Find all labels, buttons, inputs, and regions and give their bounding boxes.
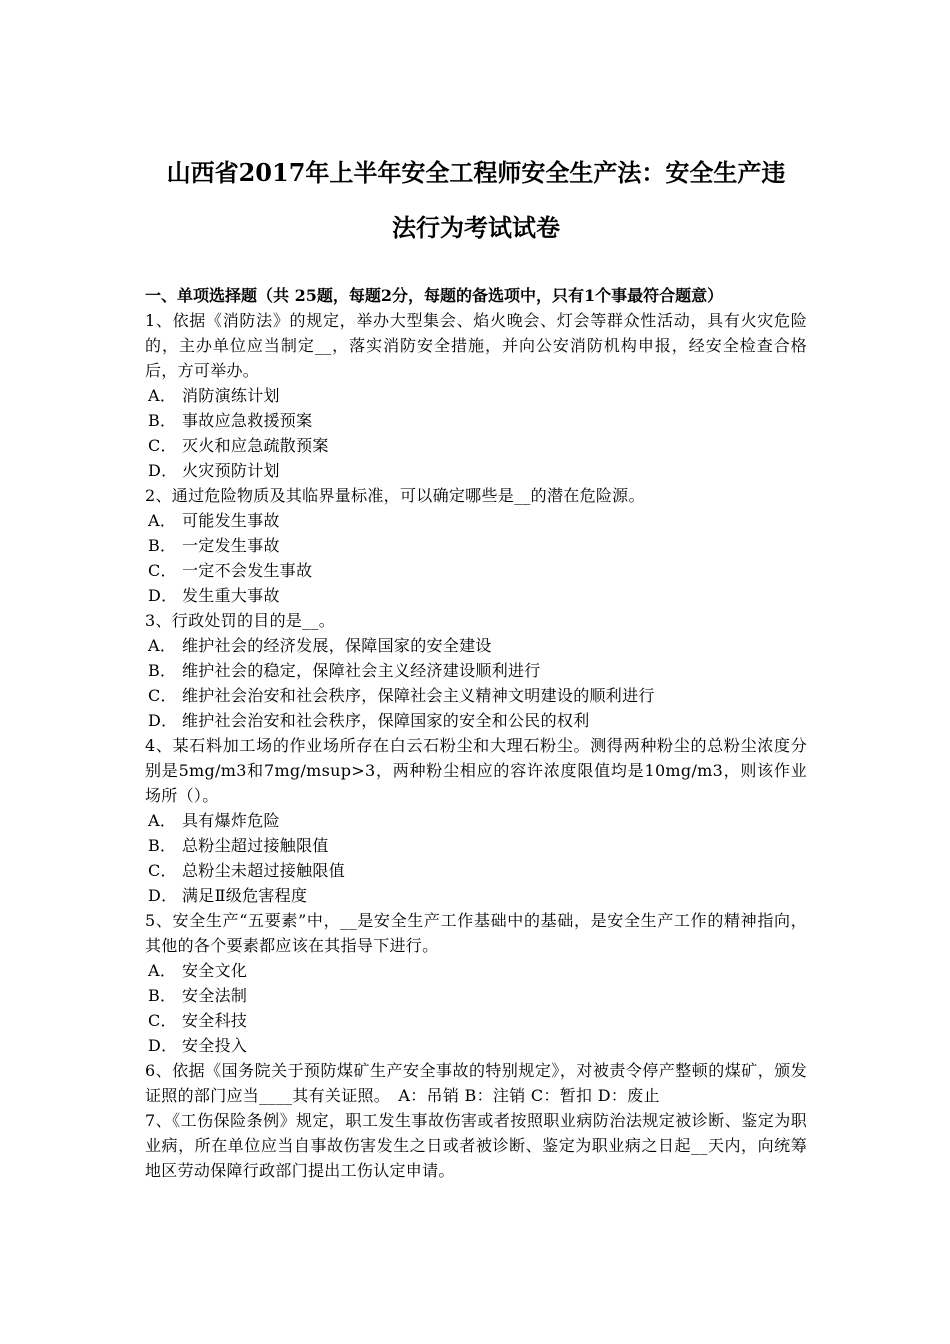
option-letter: A． bbox=[148, 961, 177, 980]
option-letter: A． bbox=[148, 386, 177, 405]
question-6: 6、依据《国务院关于预防煤矿生产安全事故的特别规定》，对被责令停产整顿的煤矿，颁发证照的部门应当____其有关证照。 A：吊销 B：注销 C：暂扣 D：废止 bbox=[145, 1061, 807, 1105]
question-3: 3、行政处罚的目的是__。 bbox=[145, 611, 336, 630]
document-title bbox=[145, 145, 807, 255]
option-text: 安全科技 bbox=[182, 1011, 248, 1030]
option-text: 安全法制 bbox=[182, 986, 248, 1005]
document-page bbox=[145, 0, 807, 1183]
option-text: 维护社会治安和社会秩序，保障国家的安全和公民的权利 bbox=[182, 711, 590, 730]
question-4-option-b bbox=[145, 833, 807, 858]
question-4-option-c bbox=[145, 858, 807, 883]
option-text: 维护社会的经济发展，保障国家的安全建设 bbox=[182, 636, 492, 655]
question-1-option-c bbox=[145, 433, 807, 458]
option-text: 总粉尘超过接触限值 bbox=[182, 836, 329, 855]
question-2-option-d bbox=[145, 583, 807, 608]
question-1-option-a bbox=[145, 383, 807, 408]
question-3-option-c bbox=[145, 683, 807, 708]
option-text: 灭火和应急疏散预案 bbox=[182, 436, 329, 455]
option-text: 安全文化 bbox=[182, 961, 248, 980]
question-4-option-d bbox=[145, 883, 807, 908]
option-text: 安全投入 bbox=[182, 1036, 248, 1055]
option-text: 一定不会发生事故 bbox=[182, 561, 313, 580]
option-letter: B． bbox=[148, 411, 177, 430]
option-letter: B． bbox=[148, 536, 177, 555]
question-5: 5、安全生产“五要素”中，__是安全生产工作基础中的基础，是安全生产工作的精神指向，其他的各个要素都应该在其指导下进行。 bbox=[145, 911, 807, 955]
option-letter: C． bbox=[148, 561, 177, 580]
option-text: 具有爆炸危险 bbox=[182, 811, 280, 830]
option-text: 满足Ⅱ级危害程度 bbox=[182, 886, 308, 905]
option-letter: A． bbox=[148, 511, 177, 530]
question-2-option-a bbox=[145, 508, 807, 533]
option-letter: D． bbox=[148, 461, 178, 480]
option-letter: B． bbox=[148, 836, 177, 855]
question-2: 2、通过危险物质及其临界量标准，可以确定哪些是__的潜在危险源。 bbox=[145, 486, 645, 505]
option-text: 火灾预防计划 bbox=[182, 461, 280, 480]
option-letter: D． bbox=[148, 1036, 178, 1055]
question-3-option-b bbox=[145, 658, 807, 683]
option-letter: B． bbox=[148, 986, 177, 1005]
option-text: 发生重大事故 bbox=[182, 586, 280, 605]
question-5-option-a bbox=[145, 958, 807, 983]
option-text: 消防演练计划 bbox=[182, 386, 280, 405]
question-4: 4、某石料加工场的作业场所存在白云石粉尘和大理石粉尘。测得两种粉尘的总粉尘浓度分别是5mg/m3和7mg/msup>3，两种粉尘相应的容许浓度限值均是10mg/m3，则该作业场所（）。 bbox=[145, 736, 807, 805]
title-line-1: 山西省2017年上半年安全工程师安全生产法：安全生产违 bbox=[166, 158, 786, 187]
option-letter: C． bbox=[148, 1011, 177, 1030]
question-5-option-c bbox=[145, 1008, 807, 1033]
option-letter: A． bbox=[148, 636, 177, 655]
option-letter: D． bbox=[148, 586, 178, 605]
question-7: 7、《工伤保险条例》规定，职工发生事故伤害或者按照职业病防治法规定被诊断、鉴定为职业病，所在单位应当自事故伤害发生之日或者被诊断、鉴定为职业病之日起__天内，向统筹地区劳动保障行政部门提出工伤认定申请。 bbox=[145, 1111, 807, 1180]
question-3-option-d bbox=[145, 708, 807, 733]
option-text: 可能发生事故 bbox=[182, 511, 280, 530]
question-5-option-b bbox=[145, 983, 807, 1008]
option-letter: C． bbox=[148, 436, 177, 455]
question-2-option-b bbox=[145, 533, 807, 558]
option-letter: D． bbox=[148, 886, 178, 905]
option-letter: C． bbox=[148, 861, 177, 880]
question-1-option-b bbox=[145, 408, 807, 433]
option-letter: A． bbox=[148, 811, 177, 830]
option-letter: B． bbox=[148, 661, 177, 680]
title-line-2: 法行为考试试卷 bbox=[392, 213, 560, 242]
question-1: 1、依据《消防法》的规定，举办大型集会、焰火晚会、灯会等群众性活动，具有火灾危险的，主办单位应当制定__，落实消防安全措施，并向公安消防机构申报，经安全检查合格后，方可举办。 bbox=[145, 311, 807, 380]
option-text: 一定发生事故 bbox=[182, 536, 280, 555]
question-3-option-a bbox=[145, 633, 807, 658]
option-letter: C． bbox=[148, 686, 177, 705]
question-5-option-d bbox=[145, 1033, 807, 1058]
question-2-option-c bbox=[145, 558, 807, 583]
option-text: 维护社会治安和社会秩序，保障社会主义精神文明建设的顺利进行 bbox=[182, 686, 655, 705]
option-text: 总粉尘未超过接触限值 bbox=[182, 861, 346, 880]
question-1-option-d bbox=[145, 458, 807, 483]
option-text: 维护社会的稳定，保障社会主义经济建设顺利进行 bbox=[182, 661, 541, 680]
option-text: 事故应急救援预案 bbox=[182, 411, 313, 430]
question-4-option-a bbox=[145, 808, 807, 833]
section-heading: 一、单项选择题（共 25题，每题2分，每题的备选项中，只有1个事最符合题意） bbox=[145, 286, 724, 305]
option-letter: D． bbox=[148, 711, 178, 730]
